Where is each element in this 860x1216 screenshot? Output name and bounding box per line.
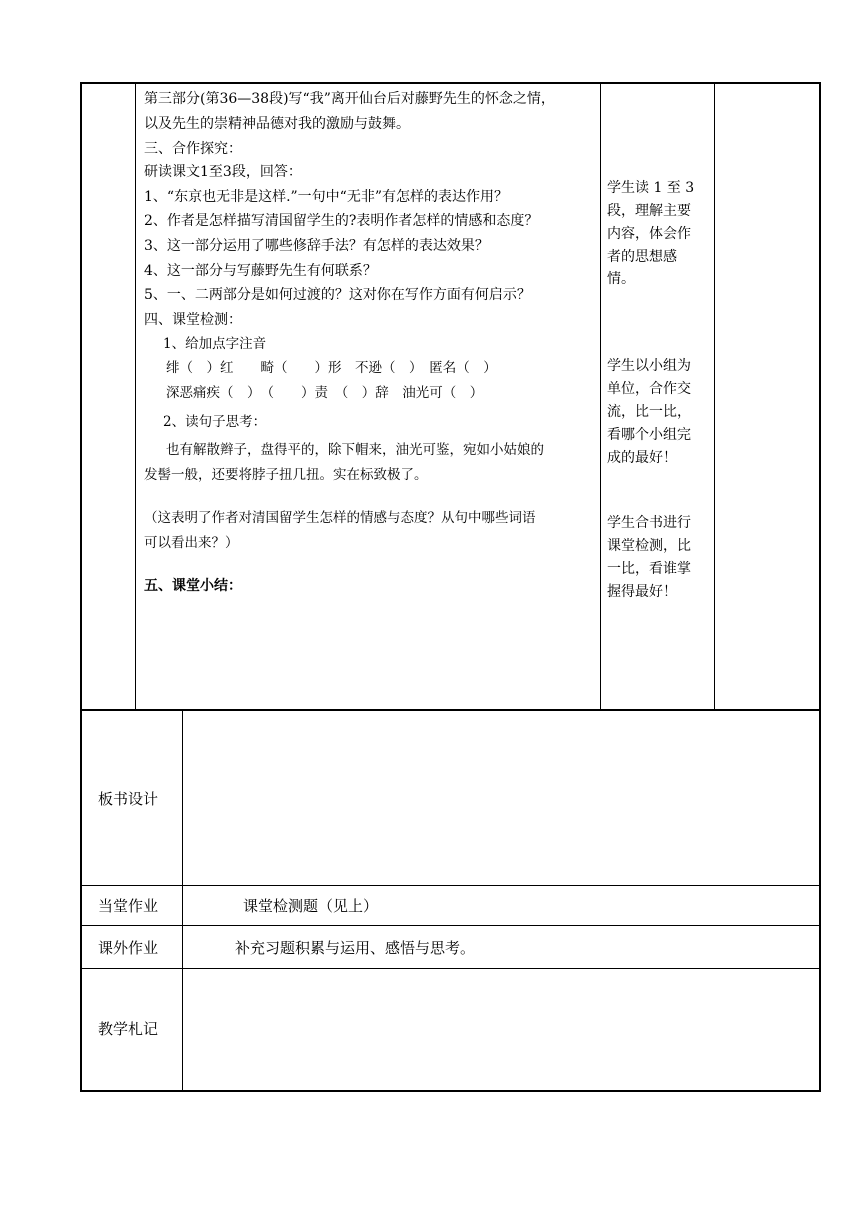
lesson-line: 以及先生的崇精神品德对我的激励与鼓舞。 <box>144 116 410 132</box>
row-separator-1 <box>80 709 821 711</box>
student-note: 学生合书进行 <box>607 515 691 531</box>
student-note: 看哪个小组完 <box>607 427 691 443</box>
homework-label: 课外作业 <box>98 939 159 957</box>
classwork-content: 课堂检测题（见上） <box>243 897 379 915</box>
pinyin-exercise: 深恶痛疾（ ） （ ）责 （ ）辞 油光可（ ） <box>166 385 484 401</box>
student-note: 课堂检测，比 <box>607 538 691 554</box>
student-note: 学生以小组为 <box>607 358 691 374</box>
table-border-bottom <box>80 1090 821 1092</box>
section-heading: 五、课堂小结： <box>144 578 242 594</box>
question: 3、这一部分运用了哪些修辞手法？有怎样的表达效果？ <box>144 238 489 254</box>
col-divider-3 <box>714 82 715 710</box>
student-note: 情。 <box>607 271 635 287</box>
student-note: 握得最好！ <box>607 584 677 600</box>
board-design-label: 板书设计 <box>98 790 159 808</box>
question: 5、一、二两部分是如何过渡的？这对你在写作方面有何启示？ <box>144 287 531 303</box>
homework-content: 补充习题积累与运用、感悟与思考。 <box>235 939 476 957</box>
student-note: 成的最好！ <box>607 450 677 466</box>
question: 2、作者是怎样描写清国留学生的?表明作者怎样的情感和态度？ <box>144 213 539 229</box>
table-border-right <box>819 82 821 1092</box>
section-heading: 三、合作探究： <box>144 141 242 157</box>
row-separator-2 <box>80 885 821 886</box>
exercise-title: 2、读句子思考： <box>163 414 267 430</box>
question: 1、“东京也无非是这样.”一句中“无非”有怎样的表达作用？ <box>144 189 508 205</box>
classwork-label: 当堂作业 <box>98 897 159 915</box>
label-col-divider <box>182 709 183 1091</box>
table-border-top <box>80 82 821 84</box>
student-note: 流，比一比， <box>607 404 691 420</box>
quote-line: 发髻一般，还要将脖子扭几扭。实在标致极了。 <box>144 467 428 483</box>
student-note: 学生读 1 至 3 <box>607 180 695 196</box>
col-divider-1 <box>135 82 136 710</box>
table-border-left <box>80 82 82 1092</box>
reflection-question: （这表明了作者对清国留学生怎样的情感与态度？从句中哪些词语 <box>144 510 536 526</box>
row-separator-4 <box>80 968 821 969</box>
student-note: 段，理解主要 <box>607 203 691 219</box>
section-heading: 四、课堂检测： <box>144 312 242 328</box>
student-note: 一比，看谁掌 <box>607 561 691 577</box>
exercise-title: 1、给加点字注音 <box>163 336 267 352</box>
student-note: 者的思想感 <box>607 249 677 265</box>
lesson-line: 第三部分(第36—38段)写“我”离开仙台后对藤野先生的怀念之情， <box>144 91 555 107</box>
quote-line: 也有解散辫子，盘得平的，除下帽来，油光可鉴，宛如小姑娘的 <box>166 442 544 458</box>
col-divider-2 <box>600 82 601 710</box>
lesson-line: 研读课文1至3段，回答： <box>144 164 302 180</box>
question: 4、这一部分与写藤野先生有何联系？ <box>144 263 377 279</box>
reflection-question: 可以看出来？） <box>144 535 239 551</box>
row-separator-3 <box>80 925 821 926</box>
teaching-notes-label: 教学札记 <box>98 1020 159 1038</box>
student-note: 单位，合作交 <box>607 381 691 397</box>
pinyin-exercise: 绯（ ）红 畸（ ）形 不逊（ ） 匿名（ ） <box>166 360 497 376</box>
student-note: 内容，体会作 <box>607 226 691 242</box>
